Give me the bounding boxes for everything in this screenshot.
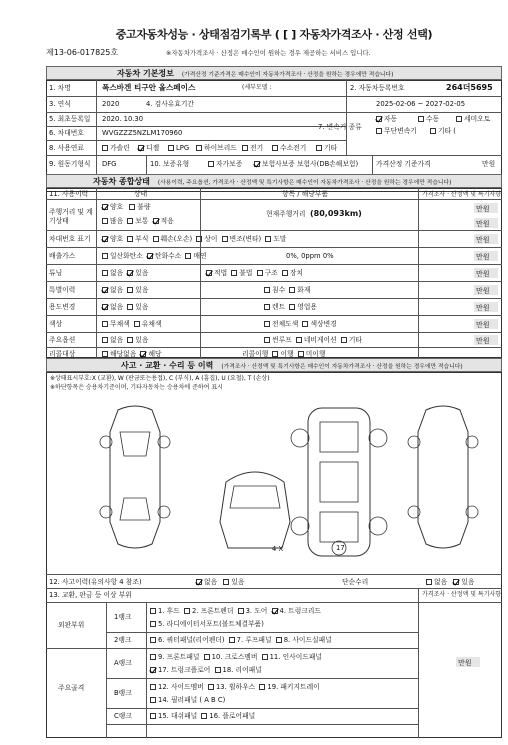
usechange-opts[interactable]: 없음 있음 bbox=[102, 304, 148, 311]
rank-b-items-b[interactable]: 14. 필러패널 ( A B C) bbox=[150, 697, 225, 704]
options-price: 만원 bbox=[476, 337, 490, 345]
col-usage: 11. 사용이력 bbox=[49, 190, 89, 198]
car-diagram-rear bbox=[216, 462, 294, 552]
rank-2-label: 2랭크 bbox=[114, 636, 132, 644]
legend-scope: ※하단항목은 승용차기준이며, 기타자동차는 승용차에 준하여 표시 bbox=[50, 384, 223, 391]
accident-header: 사고 · 교환 · 수리 등 이력 (가격조사 · 산정액 및 특기사항은 매수인이 자동차가격조사 · 산정을 원하는 경우에만 적습니다) bbox=[46, 358, 502, 372]
vin-value: WVGZZZ5NZLM170960 bbox=[102, 129, 183, 137]
rank-a-label: A랭크 bbox=[114, 659, 132, 667]
special-opts[interactable]: 없음 있음 bbox=[102, 287, 148, 294]
rank-b-label: B랭크 bbox=[114, 689, 132, 697]
col-state: 상태 bbox=[134, 190, 148, 198]
trans-opt-auto[interactable]: 자동 bbox=[376, 116, 397, 123]
q13-price: 만원 bbox=[458, 659, 472, 667]
car-diagram-right bbox=[406, 402, 480, 552]
odo-level[interactable]: 많음 보통 적음 bbox=[102, 218, 174, 225]
col-items: 항목 / 해당부품 bbox=[282, 190, 329, 198]
odo-price-1: 만원 bbox=[476, 205, 490, 213]
vin-label: 6. 차대번호 bbox=[49, 129, 84, 137]
row-vin-label: 차대번호 표기 bbox=[49, 235, 91, 243]
first-reg-label: 5. 최초등록일 bbox=[49, 115, 91, 123]
emission-values: 0%, 0ppm 0% bbox=[286, 252, 334, 260]
recall-opts[interactable]: 해당없음 해당 bbox=[102, 351, 162, 358]
odo-value: (80,093km) bbox=[310, 209, 362, 218]
car-diagram-left bbox=[98, 402, 172, 552]
rank-a-items-b[interactable]: 17. 트렁크플로어 18. 리어패널 bbox=[150, 667, 262, 674]
fuel-opt-diesel[interactable]: 디젤 bbox=[138, 145, 159, 152]
warranty-opt-insurer[interactable]: 보험사보증 보험사(DB손해보험) bbox=[254, 161, 358, 168]
options-type[interactable]: 썬루프 네비게이션 기타 bbox=[264, 337, 362, 344]
trans-opt-cvt[interactable]: 무단변속기 bbox=[376, 128, 417, 135]
inspection-record-sheet bbox=[46, 22, 502, 738]
overall-state-header: 자동차 종합상태 (사용이력, 주요옵션, 가격조사 · 산정액 및 특기사항은 매수인이 자동차가격조사 · 산정을 원하는 경우에만 적습니다) bbox=[46, 174, 502, 188]
legend-status: ※상태표시부호:X (교환), W (판금또는용접), C (부식), A (흠집), U (요철), T (손상) bbox=[50, 375, 270, 382]
tuning-type[interactable]: 적법 불법 구조 장치 bbox=[206, 270, 303, 277]
row-special-label: 특별이력 bbox=[49, 286, 76, 294]
color-price: 만원 bbox=[476, 321, 490, 329]
vin-price: 만원 bbox=[476, 236, 490, 244]
damage-mark-trunk: 4 X bbox=[272, 545, 284, 553]
rank-1-items-b[interactable]: 5. 라디에이터서포트(볼트체결부품) bbox=[150, 621, 264, 628]
sub-model-label: (세부모델 : bbox=[242, 84, 272, 91]
row-color-label: 색상 bbox=[49, 320, 63, 328]
motor-value: DFG bbox=[102, 160, 117, 168]
usechange-type[interactable]: 렌트 영업용 bbox=[264, 304, 317, 311]
vin-state[interactable]: 양호 부식 훼손(오손) 상이 변조(변타) 도말 bbox=[102, 236, 287, 243]
q12-label: 12. 사고이력(유의사항 4 참조) bbox=[49, 578, 142, 586]
tuning-price: 만원 bbox=[476, 270, 490, 278]
row-options-label: 주요옵션 bbox=[49, 336, 76, 344]
trans-opt-manual[interactable]: 수동 bbox=[418, 116, 439, 123]
fuel-opt-other[interactable]: 기타 bbox=[316, 145, 337, 152]
recall-type[interactable]: 리콜이행 이행 미이행 bbox=[242, 350, 326, 358]
first-reg-value: 2020. 10.30 bbox=[102, 115, 144, 123]
price-basis-unit: 만원 bbox=[482, 160, 496, 168]
motor-label: 9. 원동기형식 bbox=[49, 160, 91, 168]
color-opts[interactable]: 무채색 유채색 bbox=[102, 321, 162, 328]
odo-label: 현재주행거리 bbox=[266, 210, 306, 218]
row-usechange-label: 용도변경 bbox=[49, 303, 76, 311]
options-opts[interactable]: 없음 있음 bbox=[102, 337, 148, 344]
damage-mark-17: 17 bbox=[336, 544, 345, 552]
trans-opt-semi[interactable]: 세미오토 bbox=[456, 116, 490, 123]
document-number: 제13-06-017825호 bbox=[46, 48, 119, 57]
special-type[interactable]: 침수 화재 bbox=[264, 287, 310, 294]
rank-a-items-a[interactable]: 9. 프론트패널 10. 크로스멤버 11. 인사이드패널 bbox=[150, 654, 322, 661]
simple-repair-label: 단순수리 bbox=[342, 578, 369, 586]
year-label: 3. 연식 bbox=[49, 100, 71, 108]
reg-no-value: 264더5695 bbox=[446, 83, 493, 92]
odo-price-2: 만원 bbox=[476, 220, 490, 228]
color-type[interactable]: 전체도색 색상변경 bbox=[264, 321, 337, 328]
reg-no-label: 2. 자동차등록번호 bbox=[350, 84, 405, 92]
row-tuning-label: 튜닝 bbox=[49, 269, 63, 277]
year-value: 2020 bbox=[102, 100, 120, 108]
fuel-label: 8. 사용연료 bbox=[49, 144, 84, 152]
tuning-opts[interactable]: 없음 있음 bbox=[102, 270, 148, 277]
basic-info-header: 자동차 기본정보 (가격산정 기준가격은 매수인이 자동차가격조사 · 산정을 원하는 경우에만 적습니다) bbox=[46, 66, 502, 80]
car-name-label: 1. 차명 bbox=[49, 84, 71, 92]
rank-c-items[interactable]: 15. 대쉬패널 16. 플로어패널 bbox=[150, 713, 255, 720]
special-price: 만원 bbox=[476, 287, 490, 295]
rank-1-label: 1랭크 bbox=[114, 613, 132, 621]
fuel-opt-hydrogen[interactable]: 수소전기 bbox=[272, 145, 306, 152]
validity-label: 4. 검사유효기간 bbox=[146, 100, 195, 108]
fuel-opt-gasoline[interactable]: 가솔린 bbox=[102, 145, 130, 152]
outer-panel-label: 외판부위 bbox=[58, 621, 85, 629]
warranty-label: 10. 보증유형 bbox=[150, 160, 190, 168]
rank-2-items[interactable]: 6. 쿼터패널(리어펜더) 7. 루프패널 8. 사이드실패널 bbox=[150, 637, 332, 644]
odo-good[interactable]: 양호 불량 bbox=[102, 204, 150, 211]
warranty-opt-self[interactable]: 자가보증 bbox=[208, 161, 242, 168]
q12-opts[interactable]: 없음 있음 bbox=[196, 579, 244, 586]
car-diagram-frame bbox=[286, 402, 392, 562]
usechange-price: 만원 bbox=[476, 304, 490, 312]
rank-b-items-a[interactable]: 12. 사이드멤버 13. 휠하우스 19. 패키지트레이 bbox=[150, 684, 320, 691]
service-notice: ※자동차가격조사 · 산정은 매수인이 원하는 경우 제공하는 서비스 입니다. bbox=[166, 49, 371, 57]
car-name-value: 폭스바겐 티구안 올스페이스 bbox=[102, 83, 196, 92]
row-emission-label: 배출가스 bbox=[49, 252, 76, 260]
fuel-opt-hybrid[interactable]: 하이브리드 bbox=[196, 145, 237, 152]
q13-price-col: 가격조사 · 산정액 및 특기사항 bbox=[422, 591, 502, 598]
transmission-label: 7. 변속기 종류 bbox=[318, 123, 362, 131]
emission-opts[interactable]: 일산화탄소 탄화수소 매연 bbox=[102, 253, 207, 260]
emission-price: 만원 bbox=[476, 253, 490, 261]
row-odometer-label: 주행거리 및 계기상태 bbox=[49, 208, 93, 225]
q13-label: 13. 교환, 판금 등 이상 부위 bbox=[49, 591, 132, 599]
col-price: 가격조사 · 산정액 및 특기사항 bbox=[422, 191, 502, 198]
main-frame-label: 주요골격 bbox=[58, 684, 85, 692]
document-title: 중고자동차성능 · 상태점검기록부 ( [ ] 자동차가격조사 · 산정 선택) bbox=[115, 28, 433, 41]
rank-1-items-a[interactable]: 1. 후드 2. 프론트펜더 3. 도어 4. 트렁크리드 bbox=[150, 608, 321, 615]
validity-value: 2025-02-06 ~ 2027-02-05 bbox=[376, 100, 466, 108]
price-basis-label: 가격산정 기준가격 bbox=[376, 160, 431, 168]
simple-repair-opts[interactable]: 없음 있음 bbox=[426, 579, 474, 586]
fuel-opt-electric[interactable]: 전기 bbox=[242, 145, 263, 152]
trans-opt-other[interactable]: 기타 ( bbox=[430, 128, 456, 135]
rank-c-label: C랭크 bbox=[114, 712, 132, 720]
row-recall-label: 리콜대상 bbox=[49, 350, 76, 358]
fuel-opt-lpg[interactable]: LPG bbox=[168, 145, 189, 152]
